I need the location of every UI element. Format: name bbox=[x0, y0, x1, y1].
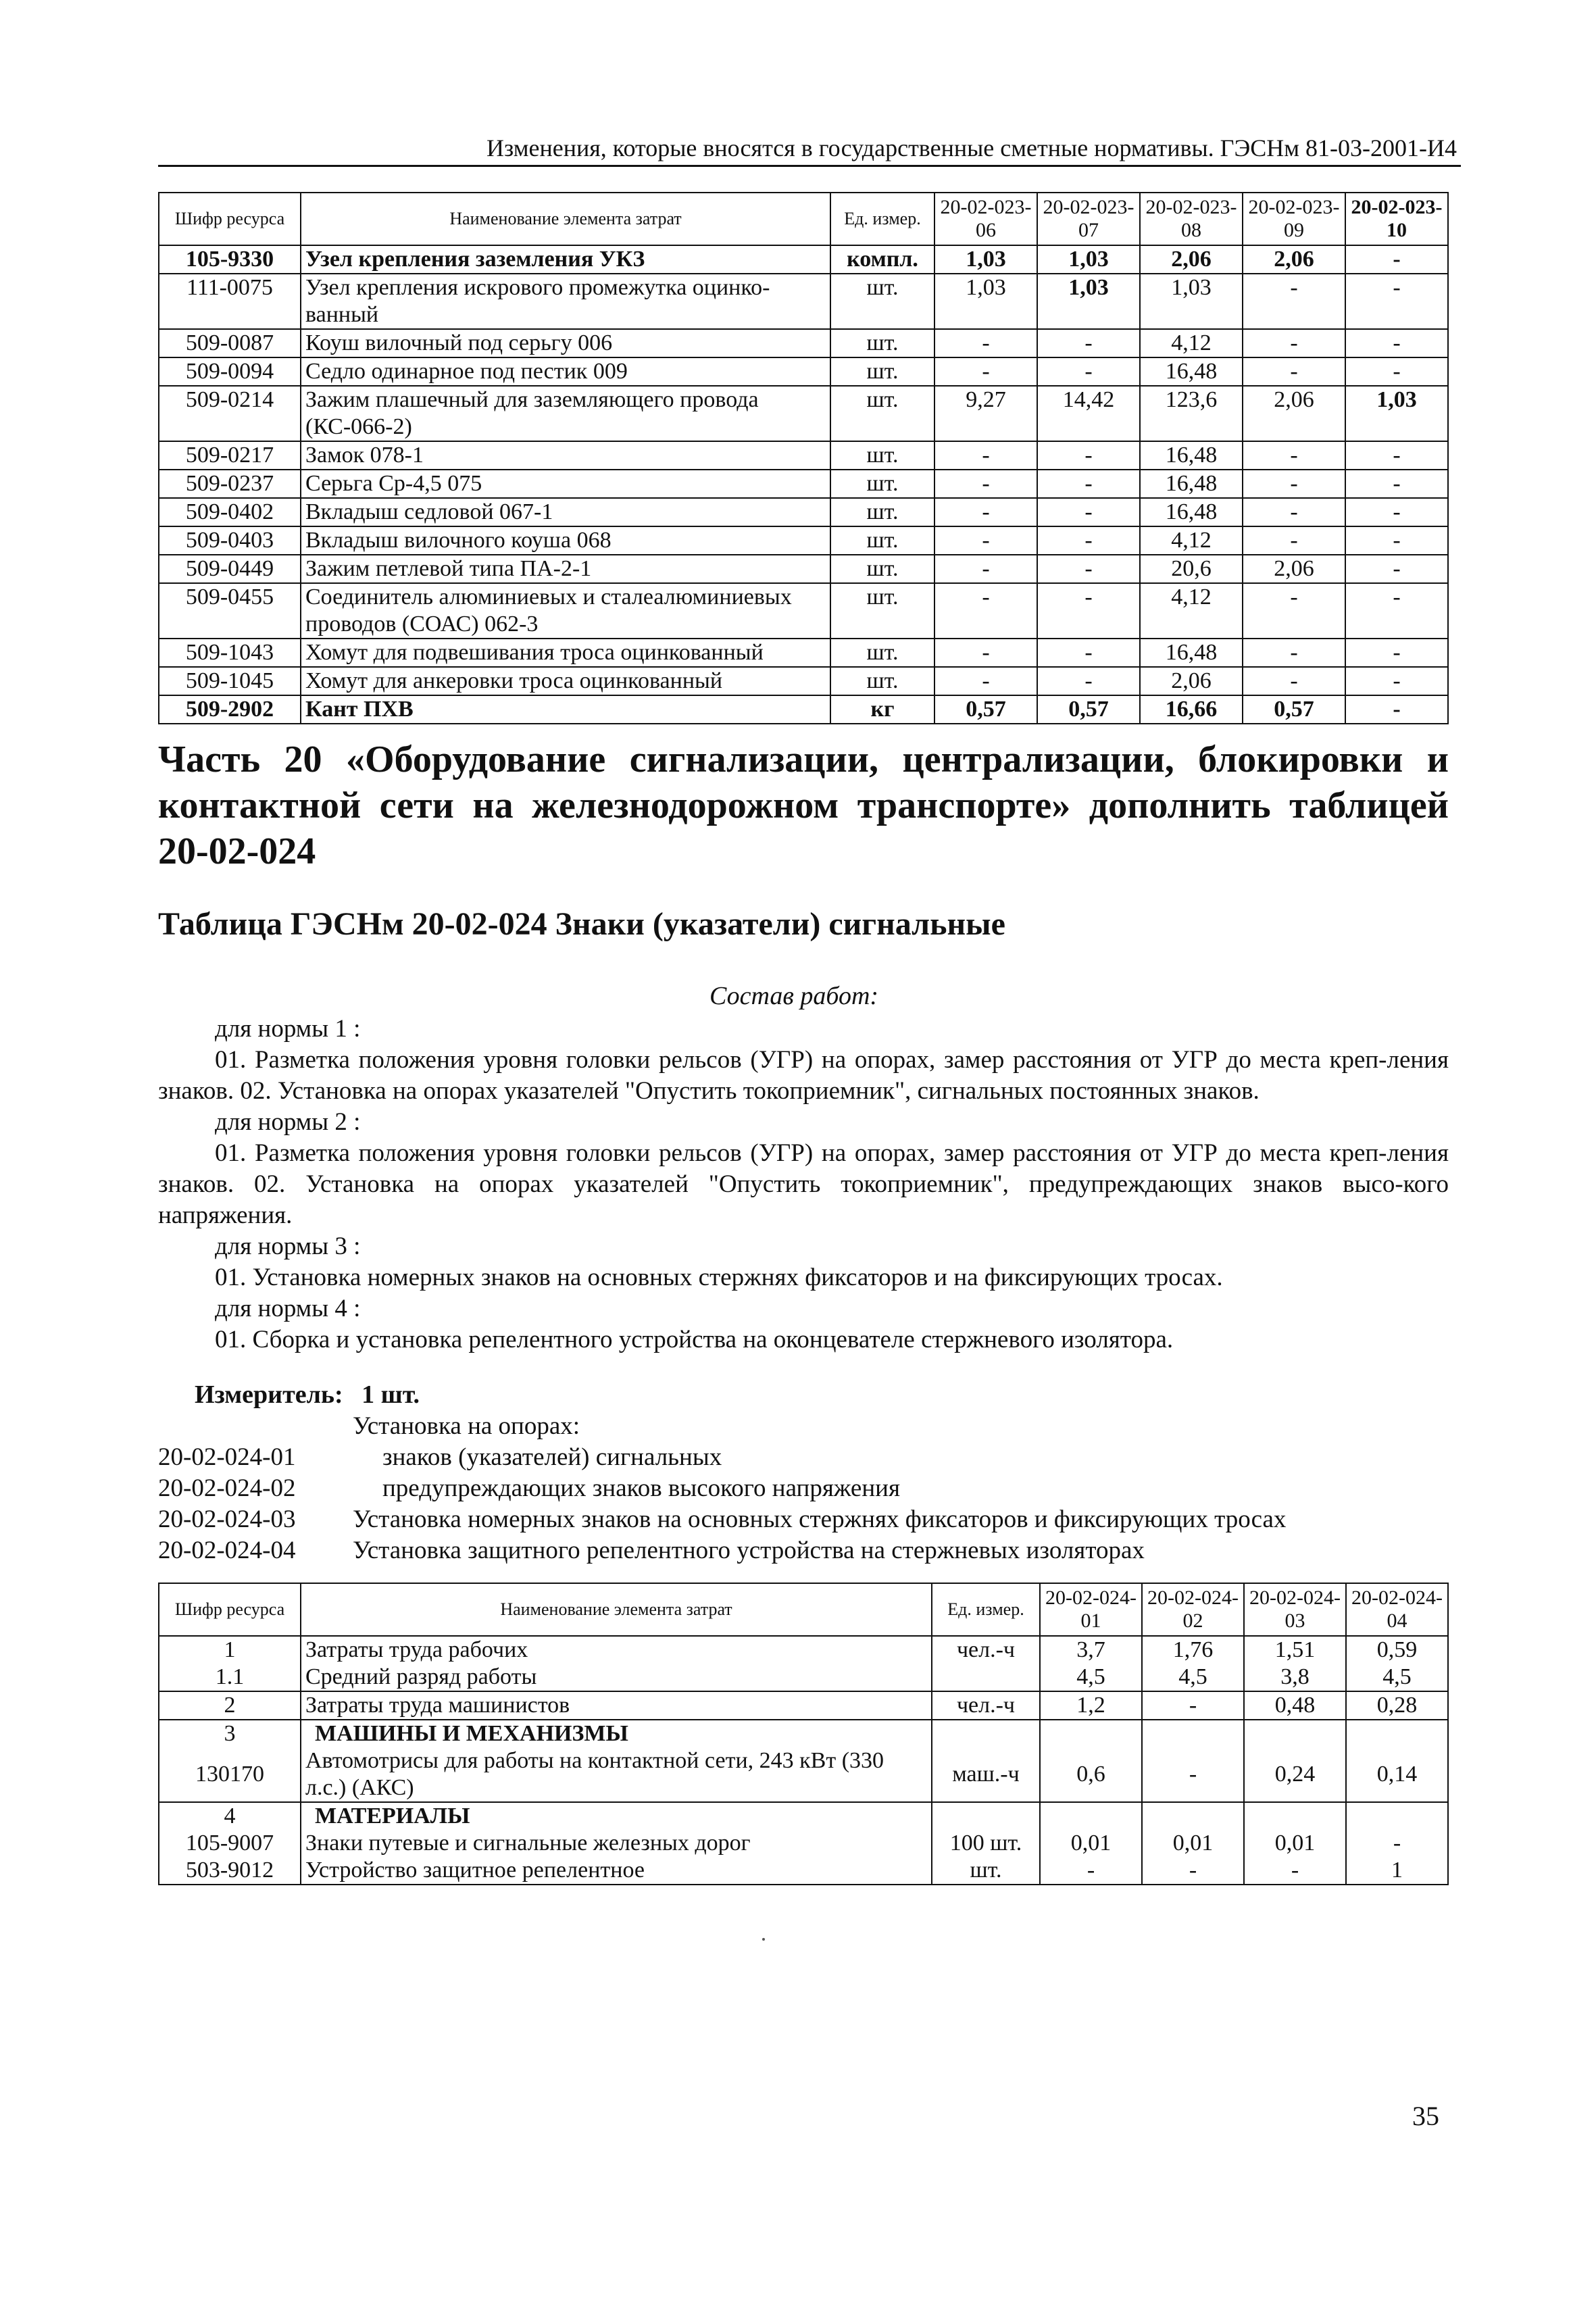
cell-unit: шт. bbox=[830, 555, 934, 583]
col-header: Наименование элемента затрат bbox=[301, 1583, 932, 1636]
cell-value: - bbox=[1243, 274, 1345, 329]
table-header-row bbox=[159, 193, 1448, 245]
cell-code: 509-0217 bbox=[159, 441, 301, 470]
cell-value bbox=[1244, 1802, 1346, 1830]
cell-code: 105-9007 bbox=[159, 1830, 301, 1857]
cell-value: - bbox=[1037, 555, 1140, 583]
cell-value: 16,48 bbox=[1140, 441, 1243, 470]
cell-unit: шт. bbox=[830, 441, 934, 470]
cell-name: Устройство защитное репелентное bbox=[301, 1857, 932, 1885]
cell-value: - bbox=[1037, 667, 1140, 695]
norm-1-label: для нормы 1 : bbox=[215, 1015, 361, 1043]
cell-value: - bbox=[1345, 245, 1448, 274]
cell-code: 130170 bbox=[159, 1747, 301, 1802]
cell-value: - bbox=[1037, 526, 1140, 555]
cell-value: 0,24 bbox=[1244, 1747, 1346, 1802]
cell-value: 4,5 bbox=[1040, 1664, 1142, 1691]
cell-value: 16,48 bbox=[1140, 498, 1243, 526]
cell-value: 4,12 bbox=[1140, 583, 1243, 639]
cell-value: - bbox=[1037, 583, 1140, 639]
cell-value: 2,06 bbox=[1243, 386, 1345, 441]
cell-value: - bbox=[1243, 583, 1345, 639]
col-header: 20-02-023-07 bbox=[1037, 193, 1140, 245]
cell-value: 0,01 bbox=[1142, 1830, 1244, 1857]
table-row bbox=[159, 526, 1448, 555]
cell-unit bbox=[932, 1664, 1040, 1691]
cell-value: - bbox=[1345, 470, 1448, 498]
cell-code: 509-2902 bbox=[159, 695, 301, 724]
col-header: Ед. измер. bbox=[932, 1583, 1040, 1636]
cell-name: Хомут для анкеровки троса оцинкованный bbox=[301, 667, 830, 695]
cell-value: - bbox=[1345, 498, 1448, 526]
col-header: 20-02-024-04 bbox=[1346, 1583, 1448, 1636]
cell-value: 16,48 bbox=[1140, 470, 1243, 498]
cell-value: 1,03 bbox=[1345, 386, 1448, 441]
cell-value: 1,2 bbox=[1040, 1691, 1142, 1720]
meter-label: Измеритель: bbox=[195, 1380, 343, 1409]
cell-unit: кг bbox=[830, 695, 934, 724]
table-row bbox=[159, 245, 1448, 274]
table-row bbox=[159, 1857, 1448, 1885]
cell-unit: маш.-ч bbox=[932, 1747, 1040, 1802]
cell-value: - bbox=[1037, 639, 1140, 667]
cell-unit: чел.-ч bbox=[932, 1691, 1040, 1720]
cell-name: Вкладыш седловой 067-1 bbox=[301, 498, 830, 526]
cell-value: 2,06 bbox=[1140, 667, 1243, 695]
meter-group-heading: Установка на опорах: bbox=[353, 1412, 580, 1440]
cell-value bbox=[1244, 1720, 1346, 1747]
cell-value: 4,5 bbox=[1346, 1664, 1448, 1691]
cell-code: 503-9012 bbox=[159, 1857, 301, 1885]
table-row bbox=[159, 639, 1448, 667]
table-row bbox=[159, 555, 1448, 583]
cell-value: 0,6 bbox=[1040, 1747, 1142, 1802]
col-header: Шифр ресурса bbox=[159, 1583, 301, 1636]
cell-unit: шт. bbox=[830, 357, 934, 386]
table-header-row bbox=[159, 1583, 1448, 1636]
cell-code: 509-0214 bbox=[159, 386, 301, 441]
cell-unit bbox=[932, 1720, 1040, 1747]
table-20-02-023-resources bbox=[158, 192, 1449, 724]
cell-value: - bbox=[1142, 1747, 1244, 1802]
norm-3-label: для нормы 3 : bbox=[215, 1233, 361, 1260]
cell-code: 509-0402 bbox=[159, 498, 301, 526]
table-row bbox=[159, 1747, 1448, 1802]
norm-2-text: 01. Разметка положения уровня головки рельсов (УГР) на опорах, замер расстояния от УГР до места креп-ления знаков. 02. Установка на опорах указателей "Опустить токоприемник", предупреждающих знаков высо-кого напряжения. bbox=[158, 1139, 1449, 1229]
cell-value: 4,12 bbox=[1140, 526, 1243, 555]
table-row bbox=[159, 498, 1448, 526]
col-header: 20-02-024-01 bbox=[1040, 1583, 1142, 1636]
cell-code: 509-0403 bbox=[159, 526, 301, 555]
cell-value: - bbox=[1345, 555, 1448, 583]
cell-value bbox=[1346, 1802, 1448, 1830]
meter-line bbox=[195, 1380, 420, 1410]
table-row bbox=[159, 1636, 1448, 1664]
section-heading-materials: МАТЕРИАЛЫ bbox=[301, 1802, 932, 1830]
cell-unit: шт. bbox=[830, 667, 934, 695]
cell-value: 0,14 bbox=[1346, 1747, 1448, 1802]
cell-value: - bbox=[1345, 667, 1448, 695]
cell-value: 9,27 bbox=[934, 386, 1037, 441]
cell-code: 1.1 bbox=[159, 1664, 301, 1691]
cell-value: - bbox=[1037, 441, 1140, 470]
cell-value: 2,06 bbox=[1243, 555, 1345, 583]
cell-value: 16,66 bbox=[1140, 695, 1243, 724]
cell-value: 0,01 bbox=[1040, 1830, 1142, 1857]
cell-code: 509-0087 bbox=[159, 329, 301, 357]
cell-unit: шт. bbox=[830, 329, 934, 357]
cell-value: - bbox=[1345, 583, 1448, 639]
cell-value: 16,48 bbox=[1140, 639, 1243, 667]
cell-value: 3,8 bbox=[1244, 1664, 1346, 1691]
running-header-text: Изменения, которые вносятся в государственные сметные нормативы. ГЭСНм 81-03-2001-И4 bbox=[486, 134, 1457, 161]
table-row bbox=[159, 386, 1448, 441]
cell-code: 111-0075 bbox=[159, 274, 301, 329]
cell-value: 20,6 bbox=[1140, 555, 1243, 583]
cell-value: 1,03 bbox=[1140, 274, 1243, 329]
table-row bbox=[159, 667, 1448, 695]
cell-value: 0,57 bbox=[934, 695, 1037, 724]
cell-value: 1,76 bbox=[1142, 1636, 1244, 1664]
cell-value: - bbox=[1345, 441, 1448, 470]
cell-name: Вкладыш вилочного коуша 068 bbox=[301, 526, 830, 555]
cell-value: - bbox=[1243, 526, 1345, 555]
col-header: 20-02-023-10 bbox=[1345, 193, 1448, 245]
cell-name: Зажим петлевой типа ПА-2-1 bbox=[301, 555, 830, 583]
cell-value: - bbox=[1243, 441, 1345, 470]
cell-value: 1,03 bbox=[1037, 245, 1140, 274]
cell-value: - bbox=[1243, 329, 1345, 357]
cell-value: 4,12 bbox=[1140, 329, 1243, 357]
cell-name: Узел крепления искрового промежутка оцинко-ванный bbox=[301, 274, 830, 329]
cell-name: Затраты труда рабочих bbox=[301, 1636, 932, 1664]
cell-code: 105-9330 bbox=[159, 245, 301, 274]
col-header: 20-02-023-08 bbox=[1140, 193, 1243, 245]
cell-unit bbox=[932, 1802, 1040, 1830]
cell-value: 2,06 bbox=[1243, 245, 1345, 274]
cell-value: 0,01 bbox=[1244, 1830, 1346, 1857]
page-number: 35 bbox=[1412, 2101, 1439, 2131]
cell-code: 509-0094 bbox=[159, 357, 301, 386]
cell-name: Хомут для подвешивания троса оцинкованный bbox=[301, 639, 830, 667]
cell-value: 1 bbox=[1346, 1857, 1448, 1885]
cell-code: 4 bbox=[159, 1802, 301, 1830]
scan-speck bbox=[762, 1938, 765, 1941]
cell-value: 123,6 bbox=[1140, 386, 1243, 441]
cell-value: - bbox=[1345, 639, 1448, 667]
cell-code: 509-1045 bbox=[159, 667, 301, 695]
cell-value: - bbox=[1345, 357, 1448, 386]
cell-value: 1,03 bbox=[1037, 274, 1140, 329]
cell-value: - bbox=[1243, 357, 1345, 386]
cell-value: - bbox=[1037, 329, 1140, 357]
cell-code: 3 bbox=[159, 1720, 301, 1747]
table-row bbox=[159, 274, 1448, 329]
meter-code-3: 20-02-024-03 bbox=[158, 1505, 296, 1533]
meter-code-1: 20-02-024-01 bbox=[158, 1443, 296, 1471]
table-row bbox=[159, 1720, 1448, 1747]
col-header: Шифр ресурса bbox=[159, 193, 301, 245]
table-20-02-024-resources bbox=[158, 1583, 1449, 1885]
cell-value: - bbox=[1142, 1857, 1244, 1885]
table-title: Таблица ГЭСНм 20-02-024 Знаки (указатели) сигнальные bbox=[158, 906, 1005, 942]
cell-code: 509-0237 bbox=[159, 470, 301, 498]
cell-value: 0,57 bbox=[1037, 695, 1140, 724]
cell-code: 2 bbox=[159, 1691, 301, 1720]
cell-value: - bbox=[1243, 667, 1345, 695]
cell-value: - bbox=[1244, 1857, 1346, 1885]
cell-unit: шт. bbox=[830, 639, 934, 667]
meter-text-4: Установка защитного репелентного устройства на стержневых изоляторах bbox=[353, 1537, 1145, 1564]
norm-2-label: для нормы 2 : bbox=[215, 1108, 361, 1136]
cell-value: 2,06 bbox=[1140, 245, 1243, 274]
cell-value: - bbox=[1040, 1857, 1142, 1885]
cell-name: Седло одинарное под пестик 009 bbox=[301, 357, 830, 386]
cell-unit: чел.-ч bbox=[932, 1636, 1040, 1664]
cell-value: - bbox=[934, 329, 1037, 357]
meter-text-1: знаков (указателей) сигнальных bbox=[382, 1443, 722, 1471]
cell-name: Коуш вилочный под серьгу 006 bbox=[301, 329, 830, 357]
cell-value: - bbox=[934, 555, 1037, 583]
cell-value: 14,42 bbox=[1037, 386, 1140, 441]
cell-value: - bbox=[1345, 695, 1448, 724]
meter-text-2: предупреждающих знаков высокого напряжения bbox=[382, 1474, 900, 1502]
running-header bbox=[158, 134, 1461, 167]
cell-value: 1,51 bbox=[1244, 1636, 1346, 1664]
cell-name: Кант ПХВ bbox=[301, 695, 830, 724]
cell-unit: шт. bbox=[830, 274, 934, 329]
cell-value: - bbox=[934, 357, 1037, 386]
cell-name: Затраты труда машинистов bbox=[301, 1691, 932, 1720]
table-row bbox=[159, 470, 1448, 498]
cell-value: - bbox=[1345, 526, 1448, 555]
cell-value: 0,57 bbox=[1243, 695, 1345, 724]
cell-name: Замок 078-1 bbox=[301, 441, 830, 470]
cell-name: Соединитель алюминиевых и сталеалюминиевых проводов (СОАС) 062-3 bbox=[301, 583, 830, 639]
part-title: Часть 20 «Оборудование сигнализации, централизации, блокировки и контактной сети на железнодорожном транспорте» дополнить таблицей 20-02-024 bbox=[158, 739, 1449, 872]
cell-value: - bbox=[1345, 274, 1448, 329]
cell-code: 509-1043 bbox=[159, 639, 301, 667]
norm-4-label: для нормы 4 : bbox=[215, 1295, 361, 1322]
cell-value: - bbox=[1142, 1691, 1244, 1720]
cell-value: - bbox=[934, 583, 1037, 639]
cell-value: 4,5 bbox=[1142, 1664, 1244, 1691]
cell-value: 1,03 bbox=[934, 245, 1037, 274]
table-row bbox=[159, 583, 1448, 639]
table-row bbox=[159, 695, 1448, 724]
cell-name: Узел крепления заземления УКЗ bbox=[301, 245, 830, 274]
norm-1-text: 01. Разметка положения уровня головки рельсов (УГР) на опорах, замер расстояния от УГР до места креп-ления знаков. 02. Установка на опорах указателей "Опустить токоприемник", сигнальных постоянных знаков. bbox=[158, 1046, 1449, 1105]
table-row bbox=[159, 329, 1448, 357]
cell-code: 509-0455 bbox=[159, 583, 301, 639]
section-heading-machines: МАШИНЫ И МЕХАНИЗМЫ bbox=[301, 1720, 932, 1747]
cell-value: - bbox=[934, 639, 1037, 667]
cell-name: Автомотрисы для работы на контактной сети, 243 кВт (330 л.с.) (АКС) bbox=[301, 1747, 932, 1802]
cell-name: Знаки путевые и сигнальные железных дорог bbox=[301, 1830, 932, 1857]
meter-value: 1 шт. bbox=[361, 1380, 420, 1409]
col-header: 20-02-023-09 bbox=[1243, 193, 1345, 245]
table-row bbox=[159, 1691, 1448, 1720]
cell-value: - bbox=[934, 498, 1037, 526]
cell-unit: шт. bbox=[830, 583, 934, 639]
col-header: 20-02-024-02 bbox=[1142, 1583, 1244, 1636]
cell-unit: шт. bbox=[830, 498, 934, 526]
cell-value: - bbox=[934, 667, 1037, 695]
cell-value bbox=[1040, 1720, 1142, 1747]
cell-value bbox=[1040, 1802, 1142, 1830]
cell-value: 0,28 bbox=[1346, 1691, 1448, 1720]
cell-value: - bbox=[934, 526, 1037, 555]
work-composition-label: Состав работ: bbox=[709, 982, 879, 1010]
cell-value: - bbox=[1243, 470, 1345, 498]
meter-code-4: 20-02-024-04 bbox=[158, 1537, 296, 1564]
col-header: Наименование элемента затрат bbox=[301, 193, 830, 245]
cell-value: - bbox=[1345, 329, 1448, 357]
cell-code: 1 bbox=[159, 1636, 301, 1664]
cell-value bbox=[1346, 1720, 1448, 1747]
col-header: Ед. измер. bbox=[830, 193, 934, 245]
meter-code-2: 20-02-024-02 bbox=[158, 1474, 296, 1502]
table-row bbox=[159, 441, 1448, 470]
cell-name: Зажим плашечный для заземляющего провода (КС-066-2) bbox=[301, 386, 830, 441]
cell-value: 3,7 bbox=[1040, 1636, 1142, 1664]
table-row bbox=[159, 1802, 1448, 1830]
cell-value: 16,48 bbox=[1140, 357, 1243, 386]
cell-value: - bbox=[1037, 470, 1140, 498]
cell-value bbox=[1142, 1802, 1244, 1830]
cell-name: Серьга Ср-4,5 075 bbox=[301, 470, 830, 498]
table-row bbox=[159, 1664, 1448, 1691]
cell-unit: 100 шт. bbox=[932, 1830, 1040, 1857]
cell-value: 1,03 bbox=[934, 274, 1037, 329]
cell-value: - bbox=[934, 470, 1037, 498]
cell-code: 509-0449 bbox=[159, 555, 301, 583]
cell-value: - bbox=[934, 441, 1037, 470]
cell-unit: шт. bbox=[830, 526, 934, 555]
meter-text-3: Установка номерных знаков на основных стержнях фиксаторов и фиксирующих тросах bbox=[353, 1505, 1287, 1533]
cell-value: - bbox=[1346, 1830, 1448, 1857]
table-row bbox=[159, 357, 1448, 386]
cell-unit: шт. bbox=[830, 470, 934, 498]
cell-unit: шт. bbox=[830, 386, 934, 441]
cell-value: - bbox=[1243, 498, 1345, 526]
table-row bbox=[159, 1830, 1448, 1857]
norm-4-text: 01. Сборка и установка репелентного устройства на оконцевателе стержневого изолятора. bbox=[215, 1326, 1174, 1353]
cell-unit: шт. bbox=[932, 1857, 1040, 1885]
cell-value: 0,48 bbox=[1244, 1691, 1346, 1720]
cell-value: - bbox=[1037, 498, 1140, 526]
col-header: 20-02-023-06 bbox=[934, 193, 1037, 245]
cell-value: - bbox=[1243, 639, 1345, 667]
col-header: 20-02-024-03 bbox=[1244, 1583, 1346, 1636]
cell-value bbox=[1142, 1720, 1244, 1747]
cell-value: - bbox=[1037, 357, 1140, 386]
cell-name: Средний разряд работы bbox=[301, 1664, 932, 1691]
cell-value: 0,59 bbox=[1346, 1636, 1448, 1664]
cell-unit: компл. bbox=[830, 245, 934, 274]
norm-3-text: 01. Установка номерных знаков на основных стержнях фиксаторов и на фиксирующих тросах. bbox=[215, 1264, 1223, 1291]
